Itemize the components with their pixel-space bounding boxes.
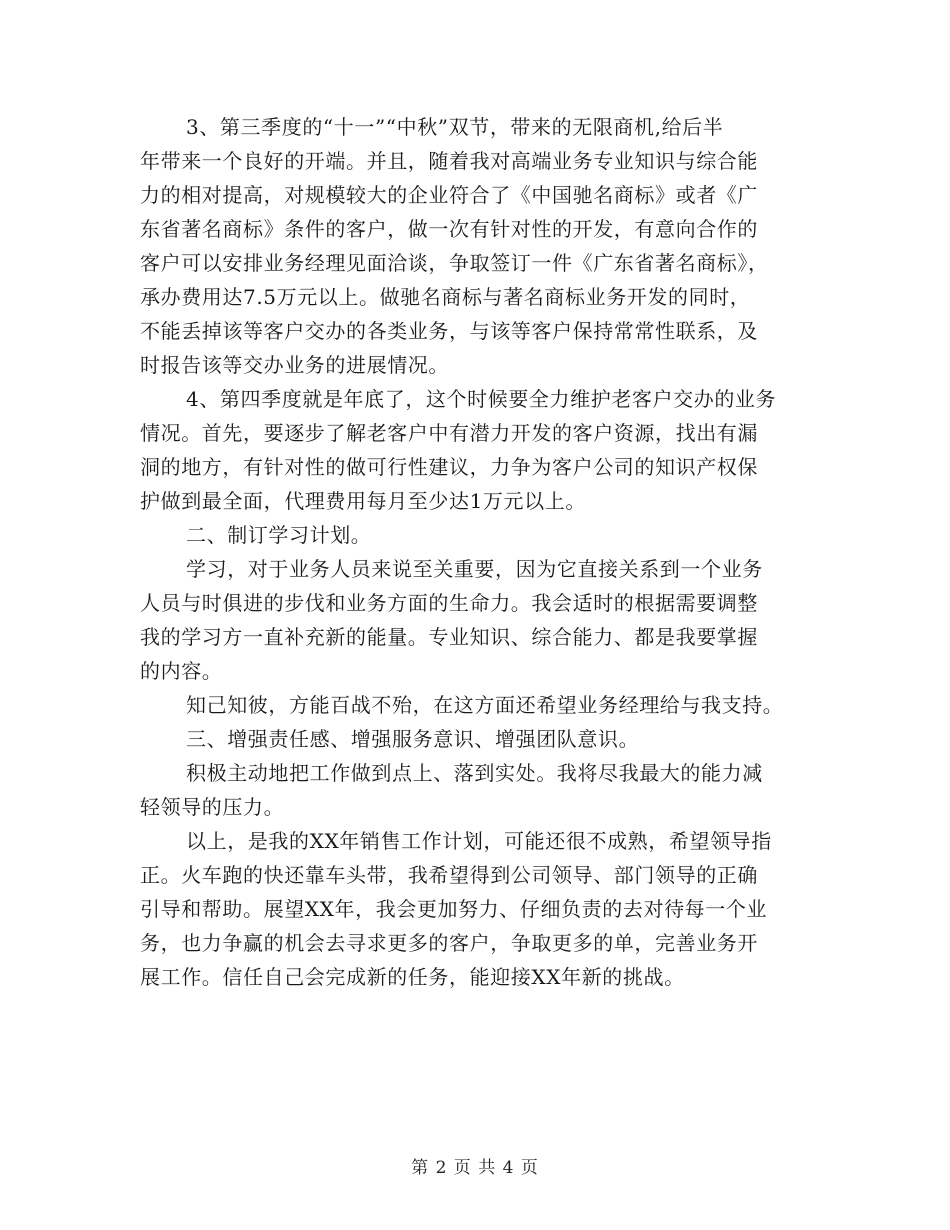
text-line: 引导和帮助。展望XX年，我会更加努力、仔细负责的去对待每一个业 — [140, 897, 768, 921]
text-line: 以上，是我的XX年销售工作计划，可能还很不成熟，希望领导指 — [186, 829, 772, 853]
page-number-footer: 第 2 页 共 4 页 — [411, 1158, 539, 1178]
text-line: 护做到最全面，代理费用每月至少达1万元以上。 — [140, 489, 586, 513]
text-line: 力的相对提高，对规模较大的企业符合了《中国驰名商标》或者《广 — [140, 183, 758, 207]
text-line: 学习，对于业务人员来说至关重要，因为它直接关系到一个业务 — [186, 557, 763, 581]
text-line: 年带来一个良好的开端。并且，随着我对高端业务专业知识与综合能 — [140, 149, 758, 173]
text-line: 客户可以安排业务经理见面洽谈，争取签订一件《广东省著名商标》， — [140, 251, 769, 275]
text-line: 三、增强责任感、增强服务意识、增强团队意识。 — [186, 727, 640, 751]
text-line: 知己知彼，方能百战不殆，在这方面还希望业务经理给与我支持。 — [186, 693, 784, 717]
text-line: 洞的地方，有针对性的做可行性建议，力争为客户公司的知识产权保 — [140, 455, 758, 479]
text-line: 时报告该等交办业务的进展情况。 — [140, 353, 449, 377]
text-line: 4、第四季度就是年底了，这个时候要全力维护老客户交办的业务 — [186, 387, 777, 411]
document-body — [140, 110, 812, 994]
text-line: 不能丢掉该等客户交办的各类业务，与该等客户保持常常性联系，及 — [140, 319, 758, 343]
text-line: 东省著名商标》条件的客户，做一次有针对性的开发，有意向合作的 — [140, 217, 758, 241]
text-line: 务，也力争赢的机会去寻求更多的客户，争取更多的单，完善业务开 — [140, 931, 758, 955]
text-line: 情况。首先，要逐步了解老客户中有潜力开发的客户资源，找出有漏 — [140, 421, 758, 445]
text-line: 正。火车跑的快还靠车头带，我希望得到公司领导、部门领导的正确 — [140, 863, 758, 887]
text-line: 二、制订学习计划。 — [186, 523, 372, 547]
text-line: 3、第三季度的“十一”“中秋”双节，带来的无限商机,给后半 — [186, 115, 724, 139]
text-line: 积极主动地把工作做到点上、落到实处。我将尽我最大的能力减 — [186, 761, 763, 785]
text-line: 轻领导的压力。 — [140, 795, 285, 819]
text-line: 展工作。信任自己会完成新的任务，能迎接XX年新的挑战。 — [140, 965, 685, 989]
text-line: 承办费用达7.5万元以上。做驰名商标与著名商标业务开发的同时， — [140, 285, 751, 309]
text-line: 人员与时俱进的步伐和业务方面的生命力。我会适时的根据需要调整 — [140, 591, 758, 615]
text-line: 的内容。 — [140, 659, 223, 683]
text-line: 我的学习方一直补充新的能量。专业知识、综合能力、都是我要掌握 — [140, 625, 758, 649]
